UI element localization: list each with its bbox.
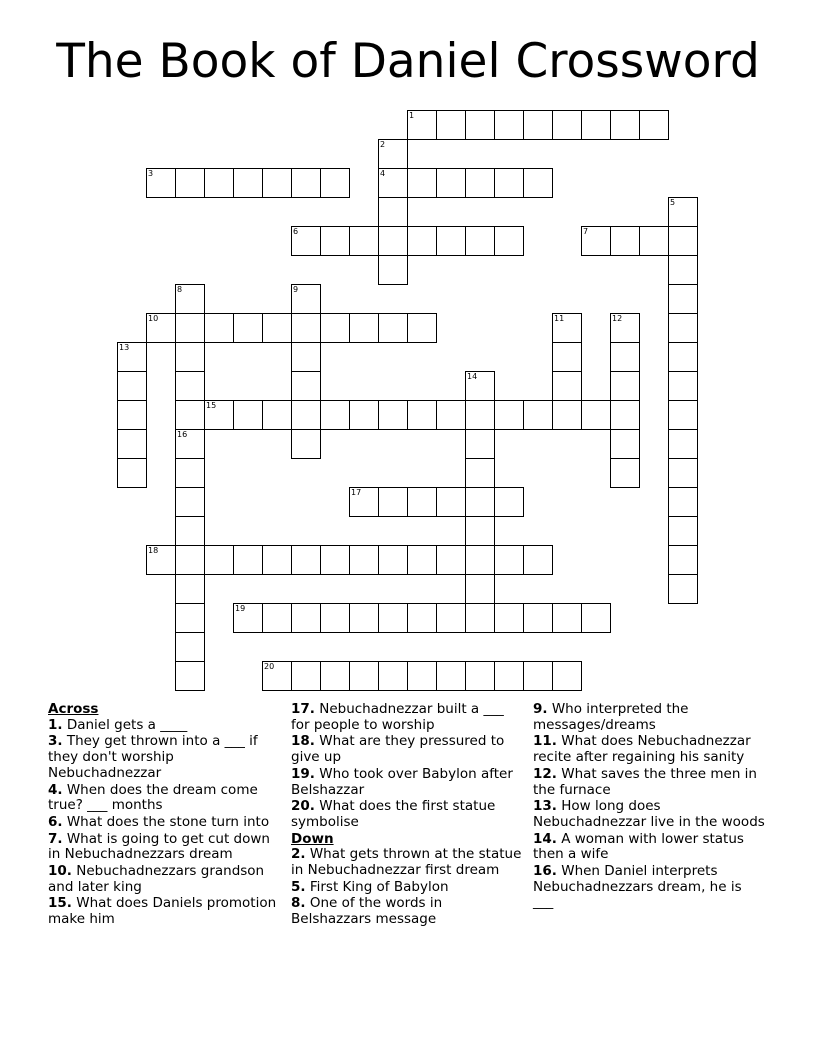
grid-cell[interactable]	[349, 661, 379, 691]
clue-number: 15	[206, 401, 217, 410]
grid-cell[interactable]	[291, 226, 321, 256]
grid-cell[interactable]	[117, 458, 147, 488]
grid-cell[interactable]	[175, 661, 205, 691]
grid-cell[interactable]	[494, 487, 524, 517]
clue-number: 7	[583, 227, 589, 236]
grid-cell[interactable]	[349, 400, 379, 430]
grid-cell[interactable]	[465, 516, 495, 546]
grid-cell[interactable]	[378, 603, 408, 633]
grid-cell[interactable]	[175, 313, 205, 343]
clue-across-17: 17. Nebuchadnezzar built a ___ for people to worship	[291, 701, 504, 733]
grid-cell[interactable]	[262, 545, 292, 575]
grid-cell[interactable]	[262, 313, 292, 343]
clue-down-13: 13. How long does Nebuchadnezzar live in the woods	[533, 798, 765, 830]
grid-cell[interactable]	[581, 400, 611, 430]
grid-cell[interactable]	[465, 226, 495, 256]
clue-across-10: 10. Nebuchadnezzars grandson and later king	[48, 863, 265, 895]
grid-cell[interactable]	[668, 458, 698, 488]
grid-cell[interactable]	[320, 168, 350, 198]
grid-cell[interactable]	[349, 603, 379, 633]
grid-cell[interactable]	[378, 197, 408, 227]
grid-cell[interactable]	[378, 255, 408, 285]
grid-cell[interactable]	[291, 429, 321, 459]
grid-cell[interactable]	[204, 545, 234, 575]
clue-number: 1	[409, 111, 415, 120]
clue-across-3: 3. They get thrown into a ___ if they don't worship Nebuchadnezzar	[48, 733, 258, 781]
grid-cell[interactable]	[291, 545, 321, 575]
grid-cell[interactable]	[465, 603, 495, 633]
grid-cell[interactable]	[610, 429, 640, 459]
grid-cell[interactable]	[233, 603, 263, 633]
grid-cell[interactable]	[407, 168, 437, 198]
grid-cell[interactable]	[349, 226, 379, 256]
grid-cell[interactable]	[175, 632, 205, 662]
clue-number: 19	[235, 604, 246, 613]
grid-cell[interactable]	[436, 400, 466, 430]
grid-cell[interactable]	[407, 487, 437, 517]
grid-cell[interactable]	[639, 110, 669, 140]
grid-cell[interactable]	[291, 371, 321, 401]
grid-cell[interactable]	[436, 168, 466, 198]
grid-cell[interactable]	[262, 400, 292, 430]
grid-cell[interactable]	[465, 545, 495, 575]
grid-cell[interactable]	[349, 313, 379, 343]
grid-cell[interactable]	[233, 313, 263, 343]
clue-down-12: 12. What saves the three men in the furnace	[533, 765, 757, 798]
clue-number: 11	[554, 314, 565, 323]
grid-cell[interactable]	[494, 110, 524, 140]
grid-cell[interactable]	[668, 574, 698, 604]
clue-number: 9	[293, 285, 299, 294]
grid-cell[interactable]	[117, 371, 147, 401]
clues-column-1	[48, 702, 284, 929]
grid-cell[interactable]	[436, 487, 466, 517]
clue-number: 10	[148, 314, 159, 323]
grid-cell[interactable]	[523, 661, 553, 691]
grid-cell[interactable]	[668, 226, 698, 256]
clue-down-8: 8. One of the words in Belshazzars message	[291, 895, 443, 928]
grid-cell[interactable]	[378, 487, 408, 517]
grid-cell[interactable]	[581, 226, 611, 256]
grid-cell[interactable]	[610, 110, 640, 140]
grid-cell[interactable]	[436, 661, 466, 691]
grid-cell[interactable]	[320, 313, 350, 343]
grid-cell[interactable]	[378, 313, 408, 343]
grid-cell[interactable]	[378, 168, 408, 198]
grid-cell[interactable]	[523, 603, 553, 633]
grid-cell[interactable]	[349, 487, 379, 517]
grid-cell[interactable]	[581, 110, 611, 140]
grid-cell[interactable]	[233, 545, 263, 575]
grid-cell[interactable]	[610, 458, 640, 488]
grid-cell[interactable]	[552, 110, 582, 140]
grid-cell[interactable]	[407, 400, 437, 430]
grid-cell[interactable]	[291, 284, 321, 314]
grid-cell[interactable]	[291, 342, 321, 372]
grid-cell[interactable]	[175, 545, 205, 575]
clue-number: 13	[119, 343, 130, 352]
clue-down-16: 16. When Daniel interprets Nebuchadnezzars dream, he is ___	[533, 863, 742, 911]
grid-cell[interactable]	[175, 168, 205, 198]
clue-down-5: 5. First King of Babylon	[291, 878, 449, 895]
grid-cell[interactable]	[668, 197, 698, 227]
clue-across-7: 7. What is going to get cut down in Nebuchadnezzars dream	[48, 830, 270, 863]
grid-cell[interactable]	[639, 226, 669, 256]
grid-cell[interactable]	[117, 400, 147, 430]
grid-cell[interactable]	[523, 400, 553, 430]
grid-cell[interactable]	[465, 661, 495, 691]
grid-cell[interactable]	[175, 371, 205, 401]
grid-cell[interactable]	[552, 371, 582, 401]
clues-column-3	[533, 702, 765, 912]
grid-cell[interactable]	[610, 400, 640, 430]
clue-across-6: 6. What does the stone turn into	[48, 813, 270, 830]
grid-cell[interactable]	[436, 110, 466, 140]
grid-cell[interactable]	[117, 429, 147, 459]
clue-number: 18	[148, 546, 159, 555]
grid-cell[interactable]	[291, 313, 321, 343]
clue-across-15: 15. What does Daniels promotion make him	[48, 895, 277, 928]
clue-number: 4	[380, 169, 386, 178]
grid-cell[interactable]	[320, 226, 350, 256]
grid-cell[interactable]	[523, 110, 553, 140]
grid-cell[interactable]	[407, 226, 437, 256]
grid-cell[interactable]	[117, 342, 147, 372]
grid-cell[interactable]	[494, 661, 524, 691]
grid-cell[interactable]	[552, 603, 582, 633]
clues-column-2	[291, 702, 523, 929]
grid-cell[interactable]	[668, 313, 698, 343]
grid-cell[interactable]	[552, 342, 582, 372]
grid-cell[interactable]	[349, 545, 379, 575]
clue-number: 14	[467, 372, 478, 381]
grid-cell[interactable]	[465, 574, 495, 604]
clue-number: 8	[177, 285, 183, 294]
clue-number: 6	[293, 227, 299, 236]
grid-cell[interactable]	[407, 661, 437, 691]
grid-cell[interactable]	[465, 371, 495, 401]
grid-cell[interactable]	[523, 545, 553, 575]
grid-cell[interactable]	[407, 110, 437, 140]
grid-cell[interactable]	[175, 342, 205, 372]
grid-cell[interactable]	[291, 603, 321, 633]
down-header: Down	[291, 830, 334, 847]
grid-cell[interactable]	[262, 168, 292, 198]
grid-cell[interactable]	[610, 226, 640, 256]
grid-cell[interactable]	[407, 603, 437, 633]
grid-cell[interactable]	[320, 603, 350, 633]
clue-number: 3	[148, 169, 154, 178]
grid-cell[interactable]	[465, 110, 495, 140]
grid-cell[interactable]	[668, 516, 698, 546]
grid-cell[interactable]	[204, 313, 234, 343]
grid-cell[interactable]	[175, 458, 205, 488]
clue-number: 2	[380, 140, 386, 149]
grid-cell[interactable]	[494, 603, 524, 633]
grid-cell[interactable]	[523, 168, 553, 198]
grid-cell[interactable]	[465, 400, 495, 430]
grid-cell[interactable]	[465, 458, 495, 488]
clue-down-11: 11. What does Nebuchadnezzar recite after regaining his sanity	[533, 733, 751, 766]
page-title: The Book of Daniel Crossword	[56, 34, 760, 89]
grid-cell[interactable]	[175, 429, 205, 459]
grid-cell[interactable]	[552, 313, 582, 343]
grid-cell[interactable]	[465, 168, 495, 198]
grid-cell[interactable]	[378, 400, 408, 430]
grid-cell[interactable]	[436, 545, 466, 575]
grid-cell[interactable]	[610, 313, 640, 343]
grid-cell[interactable]	[175, 400, 205, 430]
clue-number: 5	[670, 198, 676, 207]
grid-cell[interactable]	[204, 168, 234, 198]
grid-cell[interactable]	[175, 487, 205, 517]
grid-cell[interactable]	[668, 487, 698, 517]
grid-cell[interactable]	[291, 400, 321, 430]
grid-cell[interactable]	[581, 603, 611, 633]
clue-number: 12	[612, 314, 623, 323]
grid-cell[interactable]	[175, 603, 205, 633]
grid-cell[interactable]	[146, 313, 176, 343]
grid-cell[interactable]	[668, 400, 698, 430]
clue-across-1: 1. Daniel gets a ____	[48, 716, 188, 733]
grid-cell[interactable]	[610, 342, 640, 372]
grid-cell[interactable]	[465, 487, 495, 517]
grid-cell[interactable]	[610, 371, 640, 401]
grid-cell[interactable]	[494, 168, 524, 198]
grid-cell[interactable]	[494, 545, 524, 575]
grid-cell[interactable]	[407, 313, 437, 343]
grid-cell[interactable]	[668, 342, 698, 372]
clue-across-19: 19. Who took over Babylon after Belshazzar	[291, 765, 513, 798]
across-header: Across	[48, 701, 99, 717]
grid-cell[interactable]	[262, 661, 292, 691]
grid-cell[interactable]	[668, 255, 698, 285]
grid-cell[interactable]	[436, 226, 466, 256]
grid-cell[interactable]	[291, 661, 321, 691]
grid-cell[interactable]	[494, 400, 524, 430]
grid-cell[interactable]	[378, 661, 408, 691]
grid-cell[interactable]	[233, 400, 263, 430]
grid-cell[interactable]	[320, 545, 350, 575]
clue-down-9: 9. Who interpreted the messages/dreams	[533, 701, 689, 733]
grid-cell[interactable]	[436, 603, 466, 633]
grid-cell[interactable]	[552, 400, 582, 430]
grid-cell[interactable]	[320, 661, 350, 691]
grid-cell[interactable]	[465, 429, 495, 459]
grid-cell[interactable]	[668, 371, 698, 401]
grid-cell[interactable]	[552, 661, 582, 691]
grid-cell[interactable]	[378, 226, 408, 256]
grid-cell[interactable]	[668, 284, 698, 314]
grid-cell[interactable]	[175, 284, 205, 314]
grid-cell[interactable]	[407, 545, 437, 575]
grid-cell[interactable]	[146, 545, 176, 575]
grid-cell[interactable]	[233, 168, 263, 198]
grid-cell[interactable]	[146, 168, 176, 198]
clue-number: 16	[177, 430, 188, 439]
clue-across-18: 18. What are they pressured to give up	[291, 733, 505, 766]
clue-number: 17	[351, 488, 362, 497]
grid-cell[interactable]	[320, 400, 350, 430]
clue-across-4: 4. When does the dream come true? ___ months	[48, 781, 258, 814]
grid-cell[interactable]	[668, 545, 698, 575]
grid-cell[interactable]	[204, 400, 234, 430]
grid-cell[interactable]	[494, 226, 524, 256]
grid-cell[interactable]	[262, 603, 292, 633]
clue-across-20: 20. What does the first statue symbolise	[291, 798, 496, 830]
grid-cell[interactable]	[175, 516, 205, 546]
grid-cell[interactable]	[291, 168, 321, 198]
grid-cell[interactable]	[378, 545, 408, 575]
grid-cell[interactable]	[668, 429, 698, 459]
clue-down-2: 2. What gets thrown at the statue in Nebuchadnezzar first dream	[291, 846, 522, 879]
clue-number: 20	[264, 662, 275, 671]
grid-cell[interactable]	[175, 574, 205, 604]
clue-down-14: 14. A woman with lower status then a wife	[533, 830, 744, 863]
grid-cell[interactable]	[378, 139, 408, 169]
